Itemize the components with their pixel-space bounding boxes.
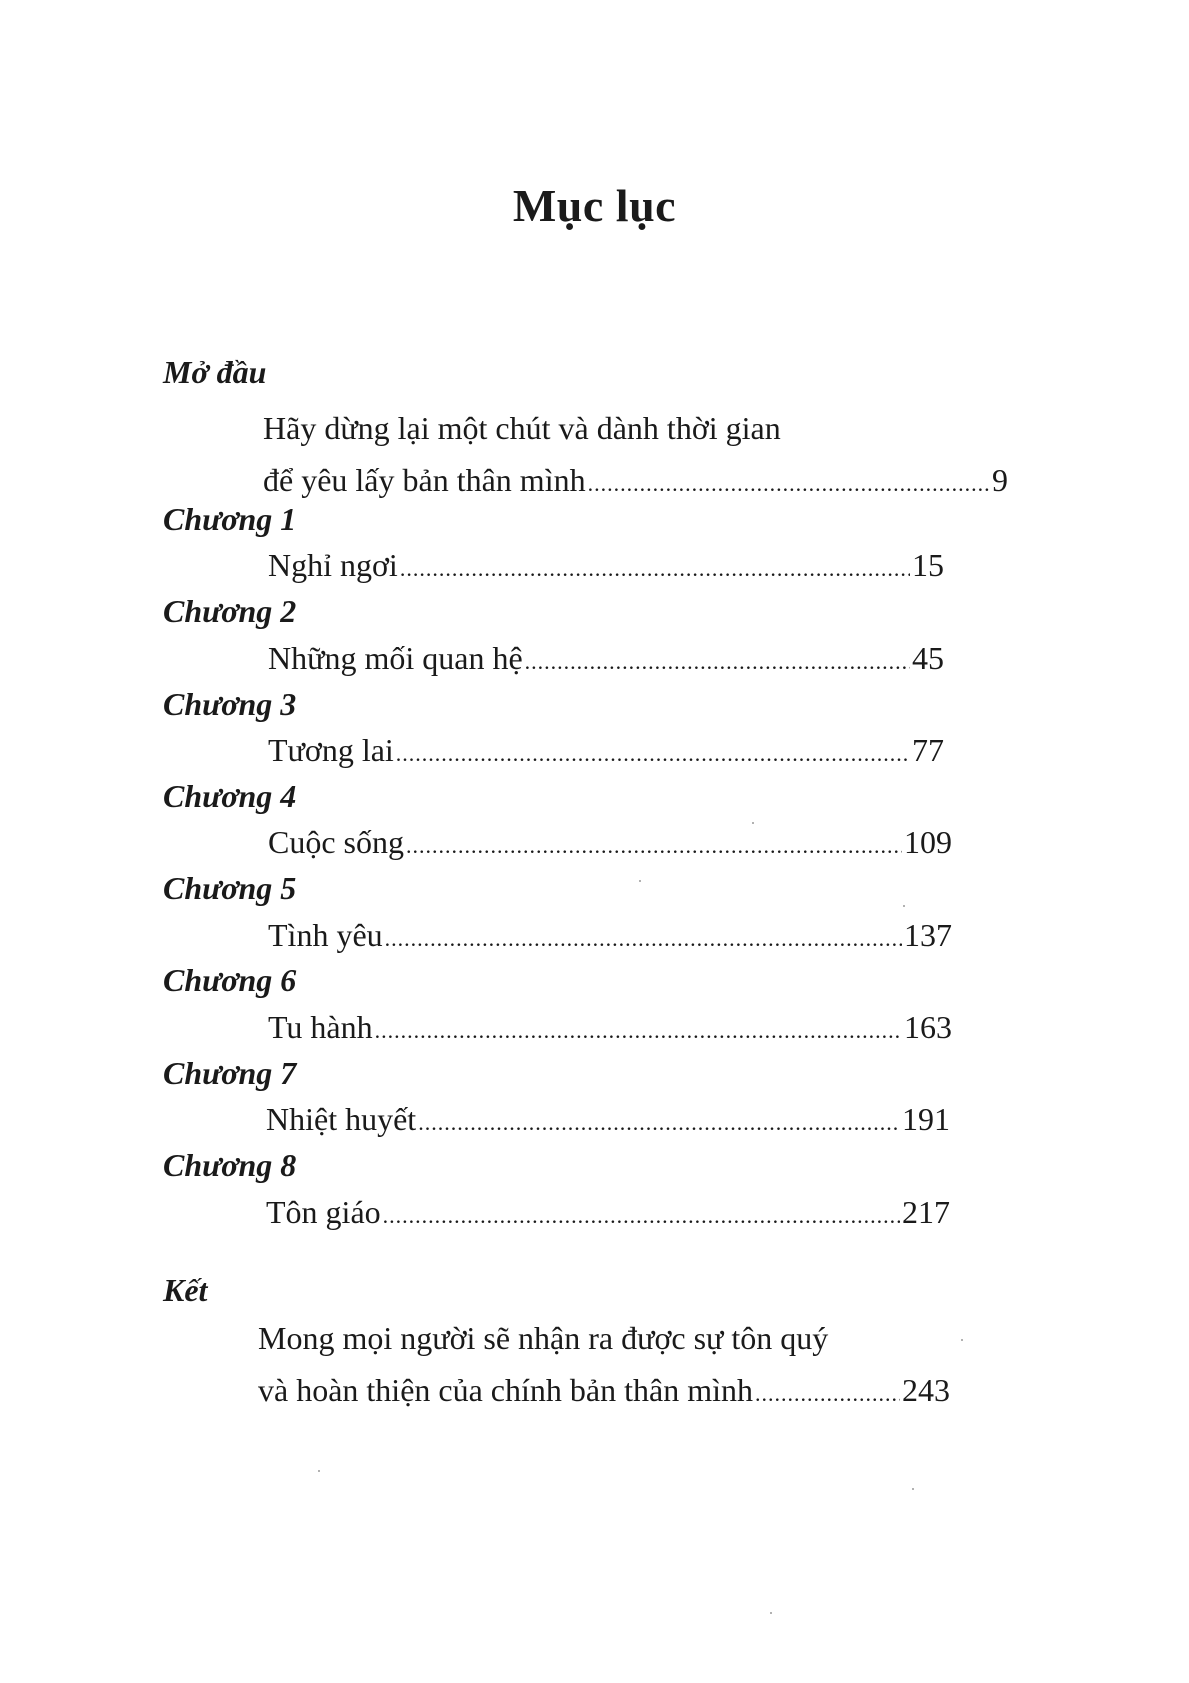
toc-entry-line	[268, 1007, 952, 1051]
toc-section-label: Chương 3	[163, 686, 297, 722]
toc-entry[interactable]	[268, 1007, 952, 1051]
toc-page-number: 9	[992, 462, 1008, 498]
scan-speck	[639, 880, 641, 882]
toc-entry-title: Nhiệt huyết	[266, 1101, 417, 1137]
scan-speck	[752, 822, 754, 824]
toc-entry-last-line	[263, 460, 1008, 504]
toc-section-label: Mở đầu	[163, 354, 267, 390]
dot-leader	[383, 1196, 900, 1236]
toc-entry-title: Tình yêu	[268, 917, 383, 953]
dot-leader	[375, 1011, 902, 1051]
toc-section-label: Chương 6	[163, 962, 297, 998]
dot-leader	[588, 464, 990, 504]
toc-section-label: Chương 2	[163, 593, 297, 629]
scan-speck	[903, 905, 905, 907]
toc-entry[interactable]	[263, 408, 1008, 504]
toc-page-number: 137	[904, 917, 952, 953]
toc-section-label: Chương 4	[163, 778, 297, 814]
dot-leader	[385, 919, 902, 959]
toc-entry-last-line	[258, 1370, 950, 1414]
toc-page-number: 77	[912, 732, 944, 768]
toc-page-number: 243	[902, 1372, 950, 1408]
toc-entry-first-line	[258, 1318, 950, 1358]
scan-speck	[770, 1612, 772, 1614]
toc-entry-title: Tôn giáo	[266, 1194, 381, 1230]
toc-entry-title: Tu hành	[268, 1009, 373, 1045]
toc-entry-line	[268, 545, 944, 589]
dot-leader	[396, 734, 910, 774]
toc-section-label: Chương 5	[163, 870, 297, 906]
toc-entry-line	[268, 730, 944, 774]
toc-page-number: 45	[912, 640, 944, 676]
toc-entry[interactable]	[268, 822, 952, 866]
toc-entry-title: để yêu lấy bản thân mình	[263, 462, 586, 498]
toc-section-label: Chương 7	[163, 1055, 297, 1091]
toc-entry-title: và hoàn thiện của chính bản thân mình	[258, 1372, 753, 1408]
toc-page-number: 163	[904, 1009, 952, 1045]
dot-leader	[525, 642, 910, 682]
toc-entry-line	[268, 822, 952, 866]
scan-speck	[961, 1339, 963, 1341]
toc-entry-title: Cuộc sống	[268, 824, 404, 860]
toc-entry-line	[266, 1099, 950, 1143]
toc-page-number: 109	[904, 824, 952, 860]
toc-entry[interactable]	[268, 638, 944, 682]
toc-entry-title: Nghỉ ngơi	[268, 547, 398, 583]
dot-leader	[418, 1103, 900, 1143]
toc-entry-first-line	[263, 408, 1008, 448]
toc-entry-line	[266, 1192, 950, 1236]
toc-entry-title: Những mối quan hệ	[268, 640, 523, 676]
toc-entry-title: Hãy dừng lại một chút và dành thời gian	[263, 410, 781, 446]
toc-section-label: Kết	[163, 1272, 208, 1308]
toc-entry-title: Tương lai	[268, 732, 394, 768]
toc-section-label: Chương 8	[163, 1147, 297, 1183]
toc-entry[interactable]	[266, 1099, 950, 1143]
toc-entry-line	[268, 638, 944, 682]
toc-entry[interactable]	[268, 730, 944, 774]
toc-entry[interactable]	[266, 1192, 950, 1236]
toc-page-number: 191	[902, 1101, 950, 1137]
dot-leader	[406, 826, 902, 866]
toc-page-number: 217	[902, 1194, 950, 1230]
page-title: Mục lục	[512, 180, 677, 231]
scan-speck	[912, 1488, 914, 1490]
dot-leader	[400, 549, 910, 589]
toc-page-number: 15	[912, 547, 944, 583]
dot-leader	[755, 1374, 900, 1414]
toc-entry[interactable]	[258, 1318, 950, 1414]
toc-section-label: Chương 1	[163, 501, 297, 537]
toc-entry-title: Mong mọi người sẽ nhận ra được sự tôn quý	[258, 1320, 829, 1356]
toc-entry-line	[268, 915, 952, 959]
toc-entry[interactable]	[268, 545, 944, 589]
scan-speck	[318, 1470, 320, 1472]
toc-entry[interactable]	[268, 915, 952, 959]
